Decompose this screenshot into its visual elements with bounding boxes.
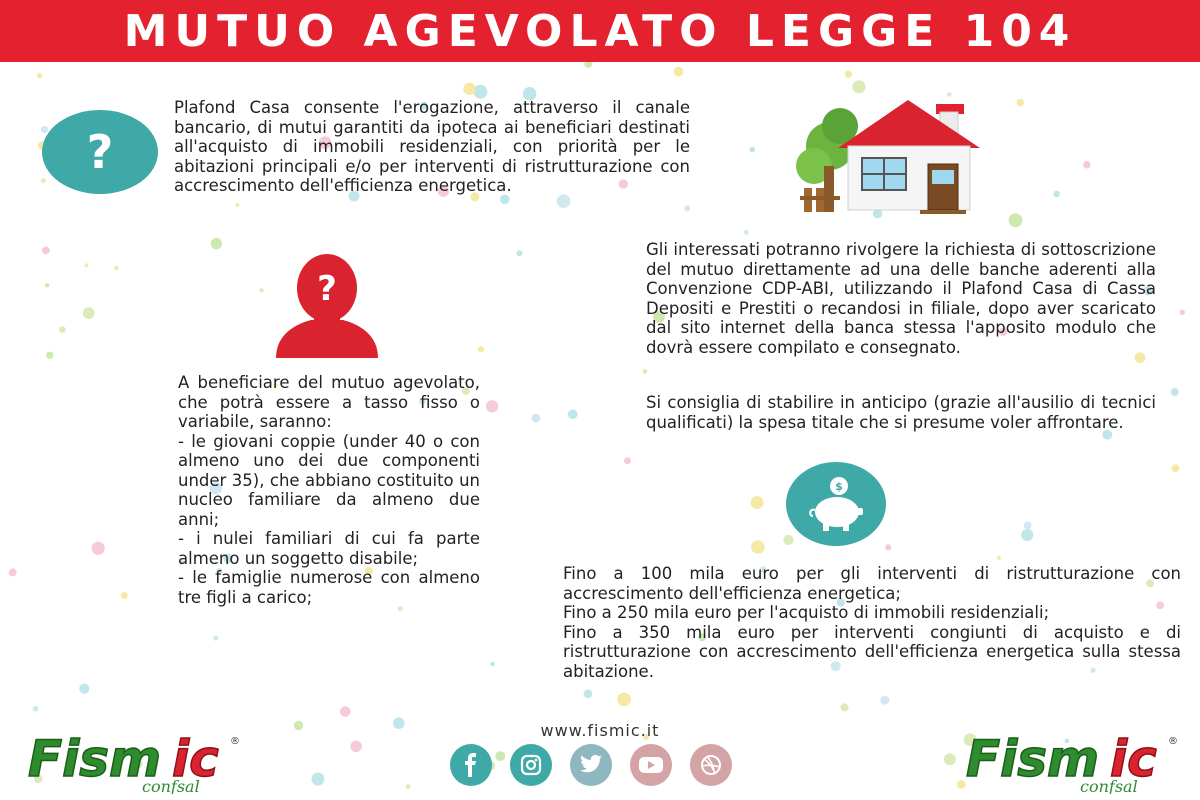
twitter-icon[interactable] xyxy=(570,744,612,786)
confetti-dot xyxy=(1053,191,1060,198)
confetti-dot xyxy=(33,706,39,712)
svg-text:®: ® xyxy=(230,736,240,747)
svg-text:ic: ic xyxy=(172,730,219,788)
svg-text:®: ® xyxy=(1168,736,1178,747)
confetti-dot xyxy=(500,195,510,205)
confetti-dot xyxy=(584,689,593,698)
website-link[interactable]: www.fismic.it xyxy=(540,721,660,740)
confetti-dot xyxy=(674,67,684,77)
confetti-dot xyxy=(236,203,240,207)
confetti-dot xyxy=(46,352,53,359)
list-item: Fino a 100 mila euro per gli interventi di ristrutturazione con accrescimento dell'efficienza energetica; xyxy=(563,564,1181,603)
confetti-dot xyxy=(684,205,690,211)
confetti-dot xyxy=(997,556,1001,560)
fismic-logo-right xyxy=(960,730,1180,794)
confetti-dot xyxy=(532,414,541,423)
confetti-dot xyxy=(121,592,128,599)
instagram-icon[interactable] xyxy=(510,744,552,786)
confetti-dot xyxy=(516,250,522,256)
coin-dollar-glyph: $ xyxy=(835,480,843,493)
list-item: - le famiglie numerose con almeno tre figli a carico; xyxy=(178,568,480,607)
person-question-icon xyxy=(266,254,388,358)
svg-text:ic: ic xyxy=(1110,730,1157,788)
amounts-section xyxy=(563,564,1181,681)
confetti-dot xyxy=(783,535,793,545)
confetti-dot xyxy=(294,721,303,730)
confetti-dot xyxy=(1024,521,1032,529)
confetti-dot xyxy=(311,773,324,786)
advice-paragraph: Si consiglia di stabilire in anticipo (grazie all'ausilio di tecnici qualificati) la spesa titale che si presume voler affrontare. xyxy=(646,393,1156,432)
confetti-dot xyxy=(1171,388,1179,396)
confetti-dot xyxy=(852,80,865,93)
confetti-dot xyxy=(643,369,648,374)
svg-text:Fism: Fism xyxy=(28,730,162,788)
confetti-dot xyxy=(557,194,571,208)
question-circle-icon xyxy=(42,110,158,194)
list-item: - i nulei familiari di cui fa parte almeno un soggetto disabile; xyxy=(178,529,480,568)
confetti-dot xyxy=(880,696,889,705)
piggy-bank-icon xyxy=(786,462,886,546)
confetti-dot xyxy=(350,741,362,753)
confetti-dot xyxy=(340,706,351,717)
confetti-dot xyxy=(1083,161,1091,169)
question-mark-glyph: ? xyxy=(86,125,114,179)
confetti-dot xyxy=(79,684,89,694)
confetti-dot xyxy=(41,126,48,133)
confetti-dot xyxy=(617,693,631,707)
svg-text:confsal: confsal xyxy=(1080,777,1138,794)
header-banner xyxy=(0,0,1200,62)
confetti-dot xyxy=(473,85,487,99)
person-question-glyph: ? xyxy=(317,269,337,309)
fismic-logo-left xyxy=(22,730,242,794)
confetti-dot xyxy=(490,662,495,667)
confetti-dot xyxy=(486,400,498,412)
dribbble-icon[interactable] xyxy=(690,744,732,786)
confetti-dot xyxy=(841,703,849,711)
svg-text:confsal: confsal xyxy=(142,777,200,794)
facebook-icon[interactable] xyxy=(450,744,492,786)
list-item: Fino a 250 mila euro per l'acquisto di immobili residenziali; xyxy=(563,603,1050,622)
request-paragraph: Gli interessati potranno rivolgere la richiesta di sottoscrizione del mutuo direttamente ad una delle banche aderenti alla Convenzione CDP-ABI, utilizzando il Plafond Casa di Cassa Depositi e Prestiti o recandosi in filiale, dopo aver scaricato dal sito internet della banca stessa l'apposito modulo che dovrà essere compilato e consegnato. xyxy=(646,240,1156,357)
beneficiaries-intro: A beneficiare del mutuo agevolato, che potrà essere a tasso fisso o variabile, saranno: xyxy=(178,373,480,431)
confetti-dot xyxy=(751,496,764,509)
svg-text:Fism: Fism xyxy=(966,730,1100,788)
confetti-dot xyxy=(85,263,89,267)
confetti-dot xyxy=(45,283,49,287)
house-icon xyxy=(790,96,990,216)
youtube-icon[interactable] xyxy=(630,744,672,786)
confetti-dot xyxy=(584,62,592,68)
confetti-dot xyxy=(92,542,105,555)
confetti-dot xyxy=(213,635,218,640)
confetti-dot xyxy=(944,753,956,765)
confetti-dot xyxy=(845,71,852,78)
confetti-dot xyxy=(9,568,17,576)
confetti-dot xyxy=(59,326,66,333)
confetti-dot xyxy=(1172,464,1180,472)
confetti-dot xyxy=(750,147,756,153)
confetti-dot xyxy=(1021,529,1033,541)
intro-paragraph: Plafond Casa consente l'erogazione, attraverso il canale bancario, di mutui garantiti da ipoteca ai beneficiari destinati all'acquisto di immobili residenziali, con priorità per le abitazioni principali e/o per interventi di ristrutturazione con accrescimento dell'efficienza energetica. xyxy=(174,98,690,195)
confetti-dot xyxy=(495,751,505,761)
confetti-dot xyxy=(114,266,119,271)
confetti-dot xyxy=(1017,99,1025,107)
confetti-dot xyxy=(744,230,749,235)
piggy-bank-graphic xyxy=(801,474,871,534)
confetti-dot xyxy=(624,457,631,464)
confetti-dot xyxy=(885,544,891,550)
page-title: MUTUO AGEVOLATO LEGGE 104 xyxy=(123,5,1077,57)
confetti-dot xyxy=(568,409,578,419)
list-item: Fino a 350 mila euro per interventi congiunti di acquisto e di ristrutturazione con accrescimento dell'efficienza energetica sulla stessa abitazione. xyxy=(563,622,1181,681)
confetti-dot xyxy=(406,784,411,789)
confetti-dot xyxy=(751,540,765,554)
confetti-dot xyxy=(37,73,42,78)
confetti-dot xyxy=(393,717,405,729)
confetti-dot xyxy=(211,238,222,249)
confetti-dot xyxy=(1180,310,1185,315)
confetti-dot xyxy=(463,83,475,95)
confetti-dot xyxy=(42,247,50,255)
confetti-dot xyxy=(83,307,95,319)
confetti-dot xyxy=(478,346,484,352)
beneficiaries-section xyxy=(178,373,480,607)
list-item: - le giovani coppie (under 40 o con almeno uno dei due componenti under 35), che abbiano costituito un nucleo familiare da almeno due anni; xyxy=(178,431,480,529)
confetti-dot xyxy=(259,288,263,292)
confetti-dot xyxy=(41,178,46,183)
confetti-dot xyxy=(1009,213,1023,227)
